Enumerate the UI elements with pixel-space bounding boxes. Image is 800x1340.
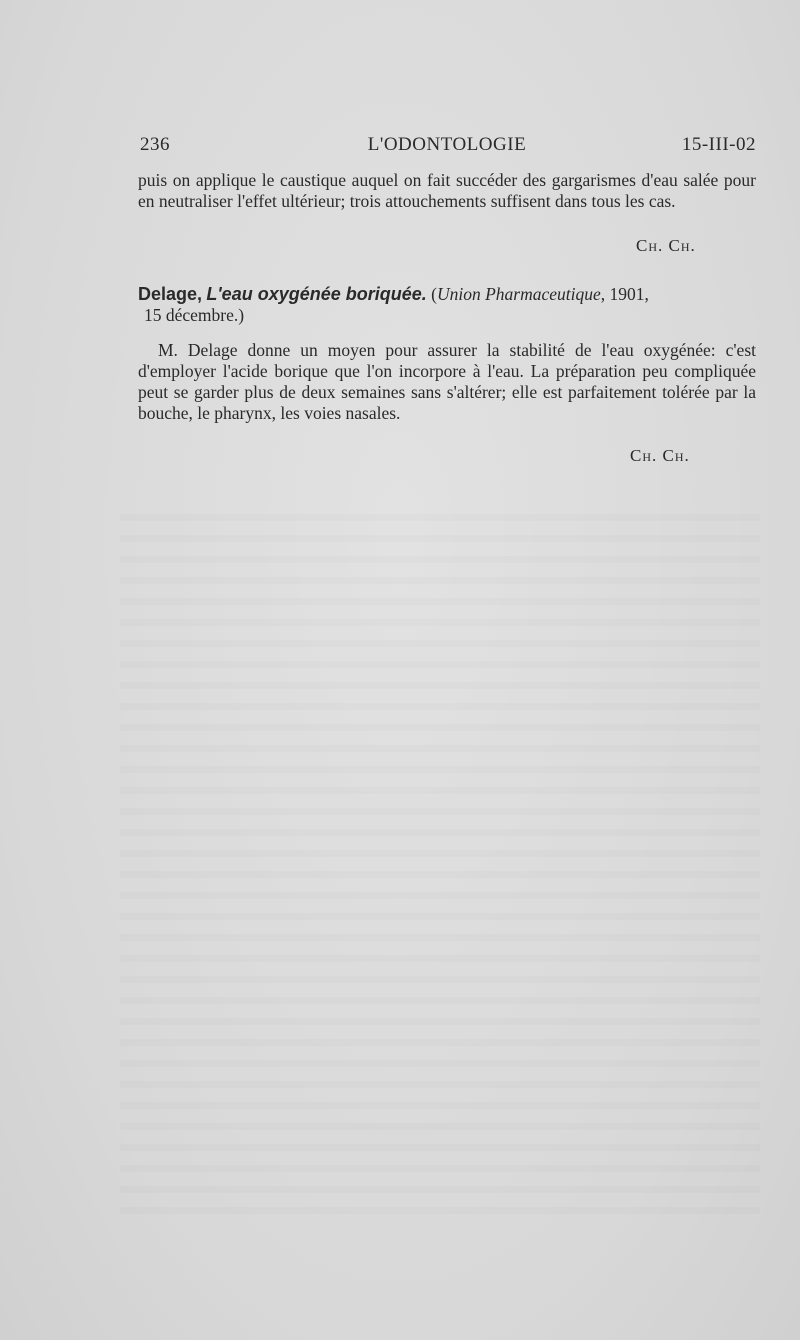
signature: Ch. Ch. xyxy=(630,446,690,465)
reference-author: Delage, xyxy=(138,284,203,304)
reference-year: , 1901, xyxy=(600,284,649,304)
journal-title: L'ODONTOLOGIE xyxy=(367,134,527,155)
signature: Ch. Ch. xyxy=(636,236,696,255)
reference-source: Union Pharmaceutique xyxy=(436,284,601,304)
reference-entry xyxy=(138,284,756,326)
paragraph-continuation: puis on applique le caustique auquel on fait succéder des gargarismes d'eau salée pour en neutraliser l'effet ultérieur; trois attouchements suffisent dans tous les cas. xyxy=(138,170,756,211)
reference-date: 15 décembre.) xyxy=(144,305,245,325)
issue-date: 15-III-02 xyxy=(681,134,756,155)
reference-source-open: ( xyxy=(431,284,437,304)
abstract-paragraph: M. Delage donne un moyen pour assurer la stabilité de l'eau oxygénée: c'est d'employer l'acide borique que l'on incorpore à l'eau. La préparation peu compliquée peut se garder plus de deux semaines sans s'altérer; elle est parfaitement tolérée par la bouche, le pharynx, les voies nasales. xyxy=(138,340,756,423)
running-header xyxy=(138,134,756,162)
reference-article-title: L'eau oxygénée boriquée. xyxy=(206,284,427,304)
bleed-through-texture xyxy=(120,500,760,1220)
page-number: 236 xyxy=(140,134,170,155)
